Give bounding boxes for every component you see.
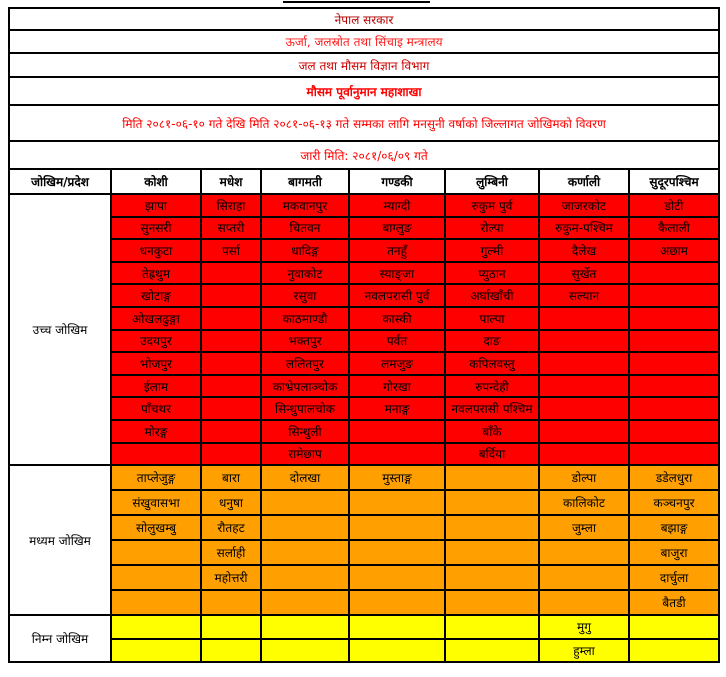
empty-cell-medium [445, 465, 539, 490]
district-cell-high: तेह्रथुम [111, 262, 201, 285]
district-cell-high: म्याग्दी [349, 194, 445, 217]
empty-cell-high [201, 284, 261, 307]
header-text-2: ऊर्जा, जलस्रोत तथा सिंचाइ मन्त्रालय [9, 30, 719, 53]
column-header-1: कोशी [111, 169, 201, 194]
empty-cell-medium [539, 540, 629, 565]
empty-cell-low [261, 615, 349, 639]
district-cell-high: धादिङ्ग [261, 239, 349, 262]
district-cell-high: रसुवा [261, 284, 349, 307]
district-cell-medium: बझाङ्ग [629, 515, 719, 540]
high-risk-row-12 [9, 443, 719, 466]
medium-risk-row-3 [9, 515, 719, 540]
medium-risk-row-5 [9, 565, 719, 590]
district-cell-high: मकवानपुर [261, 194, 349, 217]
district-cell-high: दाङ [445, 330, 539, 353]
empty-cell-medium [445, 565, 539, 590]
district-cell-high: रुकुम-पश्चिम [539, 217, 629, 240]
empty-cell-medium [349, 565, 445, 590]
empty-cell-high [539, 420, 629, 443]
high-risk-row-6 [9, 307, 719, 330]
empty-cell-high [629, 397, 719, 420]
district-cell-high: सुर्खेत [539, 262, 629, 285]
empty-cell-low [349, 615, 445, 639]
column-header-6: कर्णाली [539, 169, 629, 194]
header-row-5 [9, 105, 719, 141]
empty-cell-medium [111, 540, 201, 565]
empty-cell-medium [261, 540, 349, 565]
empty-cell-high [629, 307, 719, 330]
district-cell-high: जाजरकोट [539, 194, 629, 217]
district-cell-high: स्याङ्जा [349, 262, 445, 285]
empty-cell-high [539, 307, 629, 330]
district-cell-high: पाँचथर [111, 397, 201, 420]
empty-cell-medium [261, 515, 349, 540]
district-cell-high: पर्वत [349, 330, 445, 353]
empty-cell-high [629, 420, 719, 443]
high-risk-row-7 [9, 330, 719, 353]
empty-cell-medium [349, 515, 445, 540]
district-cell-high: बाँके [445, 420, 539, 443]
district-cell-high: रुपन्देही [445, 375, 539, 398]
risk-label-low: निम्न जोखिम [9, 615, 111, 662]
district-cell-medium: महोत्तरी [201, 565, 261, 590]
empty-cell-medium [445, 490, 539, 515]
high-risk-row-4 [9, 262, 719, 285]
district-cell-high: सुनसरी [111, 217, 201, 240]
district-cell-high: सिन्धुपालचोक [261, 397, 349, 420]
risk-bulletin-table [8, 7, 720, 663]
column-header-7: सुदूरपश्चिम [629, 169, 719, 194]
district-cell-high: मोरङ्ग [111, 420, 201, 443]
district-cell-medium: दार्चुला [629, 565, 719, 590]
district-cell-medium: सर्लाही [201, 540, 261, 565]
district-cell-medium: बारा [201, 465, 261, 490]
empty-cell-high [111, 443, 201, 466]
district-cell-medium: कालिकोट [539, 490, 629, 515]
empty-cell-high [629, 262, 719, 285]
district-cell-high: अर्घाखाँची [445, 284, 539, 307]
high-risk-row-10 [9, 397, 719, 420]
low-risk-row-2 [9, 639, 719, 663]
district-cell-medium: बाजुरा [629, 540, 719, 565]
medium-risk-row-1 [9, 465, 719, 490]
high-risk-row-2 [9, 217, 719, 240]
empty-cell-high [539, 375, 629, 398]
district-cell-medium: डडेलधुरा [629, 465, 719, 490]
empty-cell-low [445, 615, 539, 639]
empty-cell-medium [349, 590, 445, 615]
district-cell-high: सिराहा [201, 194, 261, 217]
district-cell-high: दैलेख [539, 239, 629, 262]
district-cell-high: बाग्लुङ [349, 217, 445, 240]
district-cell-high: उदयपुर [111, 330, 201, 353]
empty-cell-medium [111, 565, 201, 590]
empty-cell-medium [261, 590, 349, 615]
medium-risk-row-2 [9, 490, 719, 515]
empty-cell-medium [445, 540, 539, 565]
empty-cell-medium [261, 565, 349, 590]
empty-cell-low [629, 615, 719, 639]
district-cell-medium: संखुवासभा [111, 490, 201, 515]
empty-cell-high [349, 420, 445, 443]
empty-cell-high [201, 443, 261, 466]
district-cell-high: धनकुटा [111, 239, 201, 262]
empty-cell-low [111, 639, 201, 663]
column-header-0: जोखिम/प्रदेश [9, 169, 111, 194]
district-cell-high: अछाम [629, 239, 719, 262]
district-cell-high: सिन्धुली [261, 420, 349, 443]
empty-cell-low [201, 639, 261, 663]
high-risk-row-9 [9, 375, 719, 398]
district-cell-low: मुगु [539, 615, 629, 639]
high-risk-row-5 [9, 284, 719, 307]
medium-risk-row-4 [9, 540, 719, 565]
district-cell-high: खोटाङ्ग [111, 284, 201, 307]
district-cell-high: ललितपुर [261, 352, 349, 375]
district-cell-medium: जुम्ला [539, 515, 629, 540]
empty-cell-high [629, 375, 719, 398]
empty-cell-high [201, 330, 261, 353]
district-cell-medium: दोलखा [261, 465, 349, 490]
empty-cell-medium [539, 590, 629, 615]
district-cell-high: नवलपरासी पुर्व [349, 284, 445, 307]
empty-cell-high [201, 420, 261, 443]
district-cell-high: चितवन [261, 217, 349, 240]
empty-cell-medium [445, 515, 539, 540]
empty-cell-high [539, 352, 629, 375]
medium-risk-row-6 [9, 590, 719, 615]
empty-cell-high [349, 443, 445, 466]
empty-cell-high [629, 352, 719, 375]
header-row-2 [9, 30, 719, 53]
district-cell-high: गोरखा [349, 375, 445, 398]
empty-cell-high [539, 397, 629, 420]
high-risk-row-1 [9, 194, 719, 217]
district-cell-high: मनाङ्ग [349, 397, 445, 420]
district-cell-high: नवलपरासी पश्चिम [445, 397, 539, 420]
empty-cell-medium [349, 490, 445, 515]
district-cell-medium: बैतडी [629, 590, 719, 615]
column-header-5: लुम्बिनी [445, 169, 539, 194]
empty-cell-high [201, 397, 261, 420]
empty-cell-low [349, 639, 445, 663]
empty-cell-high [201, 352, 261, 375]
district-cell-high: पाल्पा [445, 307, 539, 330]
district-cell-medium: ताप्लेजुङ्ग [111, 465, 201, 490]
district-cell-medium: रौतहट [201, 515, 261, 540]
district-cell-medium: कञ्चनपुर [629, 490, 719, 515]
district-cell-high: लमजुङ [349, 352, 445, 375]
district-cell-high: भोजपुर [111, 352, 201, 375]
risk-label-high: उच्च जोखिम [9, 194, 111, 465]
bulletin-body [9, 8, 719, 662]
header-text-5: मिति २०८१-०६-१० गते देखि मिति २०८१-०६-१३ गते सम्मका लागि मनसुनी वर्षाको जिल्लागत जोखिमको विवरण [9, 105, 719, 141]
district-cell-medium: मुस्ताङ्ग [349, 465, 445, 490]
header-row-3 [9, 53, 719, 77]
high-risk-row-11 [9, 420, 719, 443]
district-cell-medium: सोलुखम्बु [111, 515, 201, 540]
empty-cell-high [539, 330, 629, 353]
empty-cell-medium [445, 590, 539, 615]
district-cell-high: कास्की [349, 307, 445, 330]
header-row-4 [9, 77, 719, 105]
high-risk-row-8 [9, 352, 719, 375]
column-header-2: मधेश [201, 169, 261, 194]
empty-cell-medium [349, 540, 445, 565]
district-cell-high: काठमाण्डौ [261, 307, 349, 330]
district-cell-high: रुकुम पुर्व [445, 194, 539, 217]
district-cell-medium: धनुषा [201, 490, 261, 515]
district-cell-high: भक्तपुर [261, 330, 349, 353]
district-cell-high: काभ्रेपलाञ्चोक [261, 375, 349, 398]
header-text-6: जारी मिति: २०८१/०६/०९ गते [9, 141, 719, 169]
district-cell-high: डोटी [629, 194, 719, 217]
district-cell-high: पर्सा [201, 239, 261, 262]
column-header-row [9, 169, 719, 194]
empty-cell-high [629, 330, 719, 353]
header-row-1 [9, 8, 719, 30]
district-cell-high: ईलाम [111, 375, 201, 398]
district-cell-high: कपिलवस्तु [445, 352, 539, 375]
empty-cell-low [445, 639, 539, 663]
district-cell-high: सप्तरी [201, 217, 261, 240]
empty-cell-high [201, 375, 261, 398]
district-cell-medium: डोल्पा [539, 465, 629, 490]
district-cell-high: प्युठान [445, 262, 539, 285]
district-cell-high: ओखलढुङ्गा [111, 307, 201, 330]
risk-label-medium: मध्यम जोखिम [9, 465, 111, 615]
header-text-4: मौसम पूर्वानुमान महाशाखा [9, 77, 719, 105]
district-cell-high: रामेछाप [261, 443, 349, 466]
header-row-6 [9, 141, 719, 169]
empty-cell-low [201, 615, 261, 639]
column-header-3: बागमती [261, 169, 349, 194]
empty-cell-low [261, 639, 349, 663]
empty-cell-low [629, 639, 719, 663]
district-cell-high: बर्दिया [445, 443, 539, 466]
district-cell-high: गुल्मी [445, 239, 539, 262]
empty-cell-high [629, 284, 719, 307]
empty-cell-low [111, 615, 201, 639]
district-cell-high: नुवाकोट [261, 262, 349, 285]
header-text-1: नेपाल सरकार [9, 8, 719, 30]
district-cell-high: तनहुँ [349, 239, 445, 262]
empty-cell-high [539, 443, 629, 466]
low-risk-row-1 [9, 615, 719, 639]
empty-cell-high [201, 307, 261, 330]
district-cell-high: कैलाली [629, 217, 719, 240]
empty-cell-medium [261, 490, 349, 515]
empty-cell-medium [539, 565, 629, 590]
district-cell-low: हुम्ला [539, 639, 629, 663]
district-cell-high: सल्यान [539, 284, 629, 307]
empty-cell-medium [201, 590, 261, 615]
high-risk-row-3 [9, 239, 719, 262]
empty-cell-high [629, 443, 719, 466]
cropped-top-rule [283, 1, 430, 3]
header-text-3: जल तथा मौसम विज्ञान विभाग [9, 53, 719, 77]
column-header-4: गण्डकी [349, 169, 445, 194]
district-cell-high: झापा [111, 194, 201, 217]
district-cell-high: रोल्पा [445, 217, 539, 240]
empty-cell-high [201, 262, 261, 285]
empty-cell-medium [111, 590, 201, 615]
